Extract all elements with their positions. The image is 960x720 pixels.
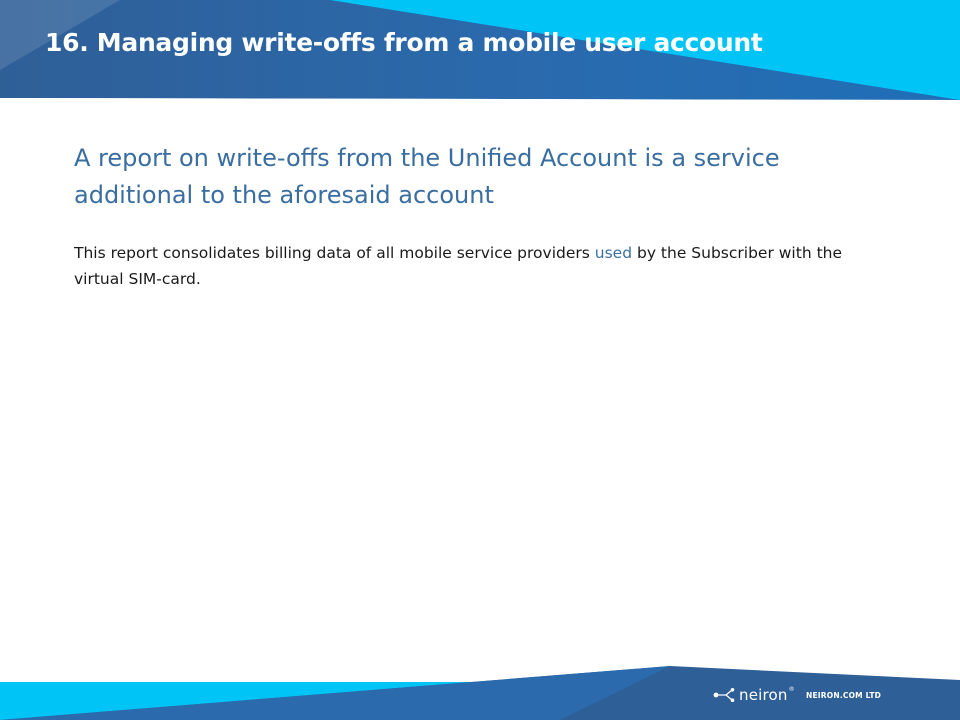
logo-registered-mark: ® <box>788 686 795 693</box>
body-paragraph <box>74 240 842 292</box>
logo-text: neiron <box>739 686 788 704</box>
body-text-highlight: used <box>594 244 633 262</box>
slide-title: 16. Managing write-offs from a mobile user account <box>45 28 763 57</box>
neiron-logo-icon <box>712 687 738 703</box>
company-name: NEIRON.COM LTD <box>806 691 882 700</box>
footer-banner <box>0 660 960 720</box>
body-text-end: by the Subscriber with the virtual SIM-card. <box>74 244 843 288</box>
section-subtitle: A report on write-offs from the Unified Account is a service additional to the aforesaid account <box>74 144 780 209</box>
body-text-start: This report consolidates billing data of all mobile service providers <box>74 244 595 262</box>
neiron-logo <box>712 684 795 706</box>
